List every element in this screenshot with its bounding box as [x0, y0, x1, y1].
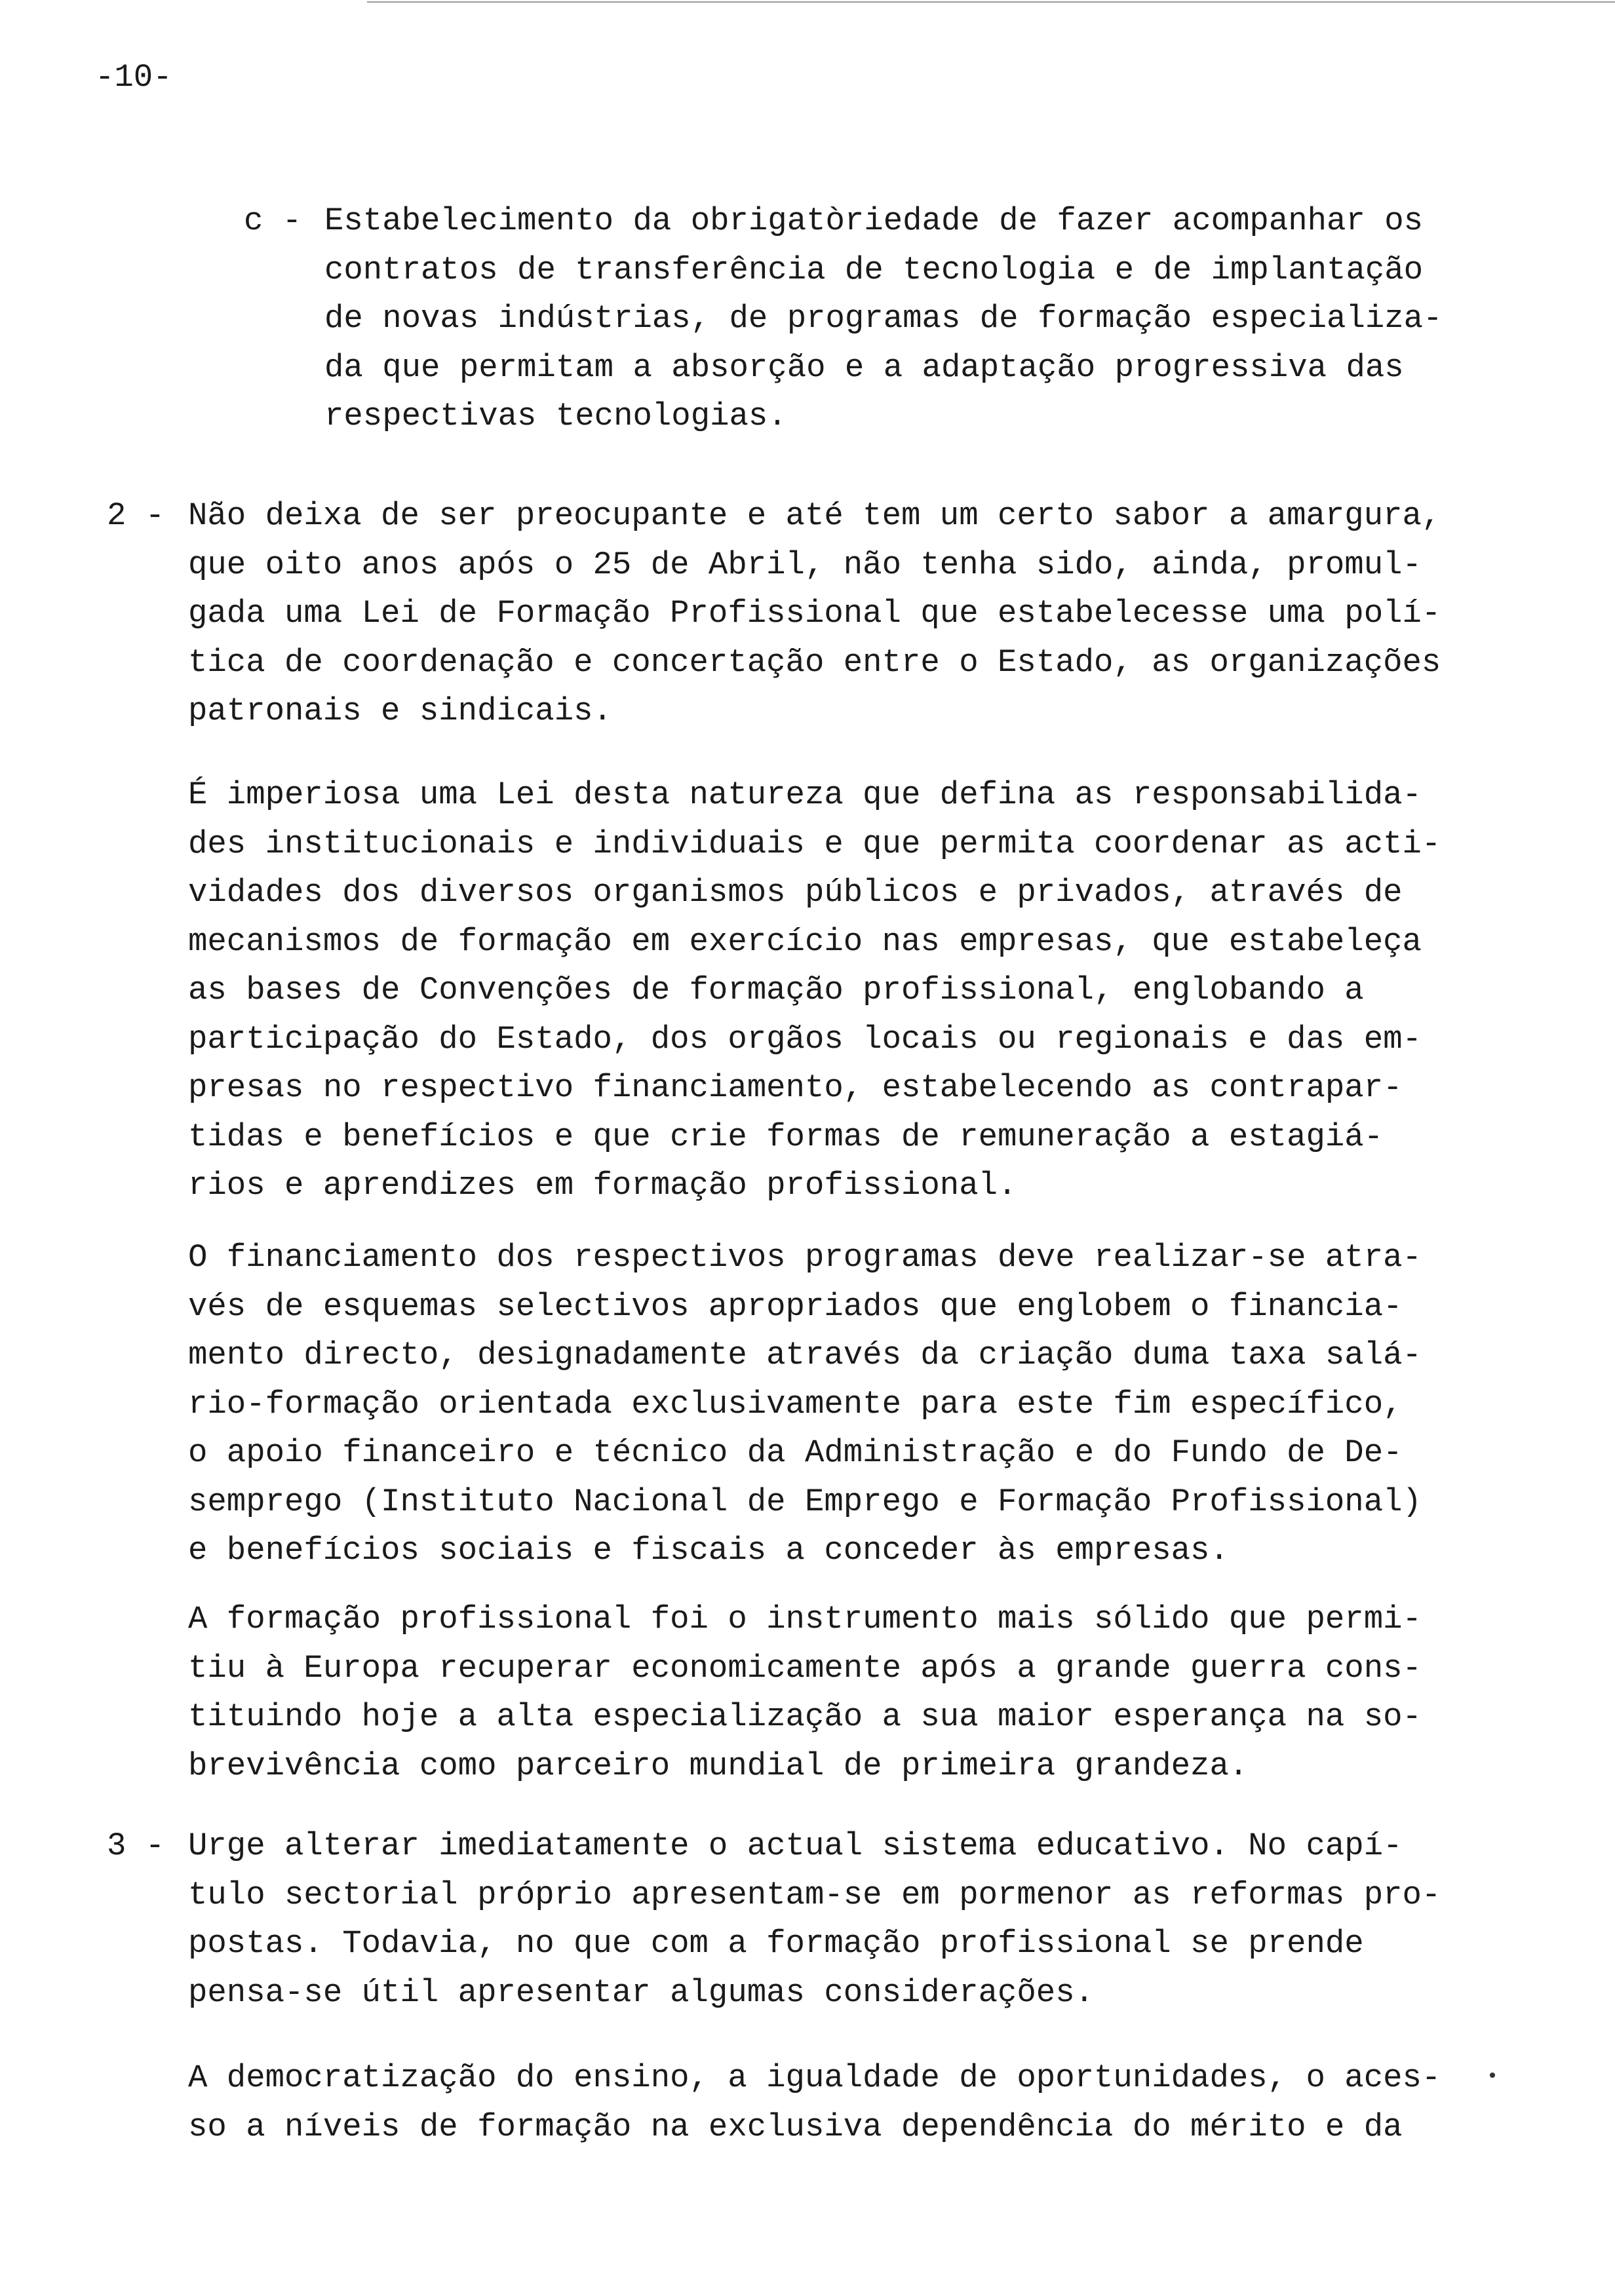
text-line: A democratização do ensino, a igualdade de oportunidades, o aces- — [188, 2059, 1441, 2096]
text-line: Não deixa de ser preocupante e até tem um certo sabor a amargura, — [188, 497, 1441, 534]
item-2-marker: 2 - — [107, 497, 165, 534]
item-2-paragraph-c — [188, 1233, 1422, 1575]
page-number: -10- — [95, 59, 172, 96]
text-line: e benefícios sociais e fiscais a conceder às empresas. — [188, 1532, 1229, 1569]
text-line: que oito anos após o 25 de Abril, não tenha sido, ainda, promul- — [188, 546, 1422, 583]
text-line: respectivas tecnologias. — [324, 398, 787, 434]
item-2-paragraph-b — [188, 771, 1441, 1210]
text-line: Urge alterar imediatamente o actual sistema educativo. No capí- — [188, 1827, 1403, 1864]
text-line: postas. Todavia, no que com a formação profissional se prende — [188, 1925, 1364, 1962]
item-c-paragraph — [324, 197, 1442, 441]
text-line: as bases de Convenções de formação profissional, englobando a — [188, 972, 1364, 1008]
text-line: A formação profissional foi o instrumento mais sólido que permi- — [188, 1601, 1422, 1637]
text-line: pensa-se útil apresentar algumas considerações. — [188, 1974, 1095, 2011]
text-line: É imperiosa uma Lei desta natureza que defina as responsabilida- — [188, 776, 1422, 813]
text-line: o apoio financeiro e técnico da Administração e do Fundo de De- — [188, 1434, 1403, 1471]
text-line: brevivência como parceiro mundial de primeira grandeza. — [188, 1747, 1249, 1784]
text-line: da que permitam a absorção e a adaptação progressiva das — [324, 349, 1404, 386]
item-c-marker: c - — [244, 202, 302, 239]
item-2-paragraph-d — [188, 1595, 1422, 1790]
text-line: presas no respectivo financiamento, estabelecendo as contrapar- — [188, 1069, 1403, 1106]
text-line: so a níveis de formação na exclusiva dependência do mérito e da — [188, 2108, 1403, 2145]
text-line: Estabelecimento da obrigatòriedade de fazer acompanhar os — [324, 202, 1424, 239]
text-line: mecanismos de formação em exercício nas empresas, que estabeleça — [188, 923, 1422, 960]
margin-mark-icon: • — [1487, 2066, 1499, 2088]
text-line: vés de esquemas selectivos apropriados que englobem o financia- — [188, 1288, 1403, 1325]
text-line: de novas indústrias, de programas de formação especializa- — [324, 300, 1443, 337]
text-line: vidades dos diversos organismos públicos e privados, através de — [188, 874, 1403, 911]
text-line: participação do Estado, dos orgãos locais ou regionais e das em- — [188, 1020, 1422, 1058]
text-line: tica de coordenação e concertação entre o Estado, as organizações — [188, 643, 1441, 681]
text-line: tiu à Europa recuperar economicamente após a grande guerra cons- — [188, 1649, 1422, 1687]
item-3-marker: 3 - — [107, 1827, 165, 1864]
text-line: tituindo hoje a alta especialização a sua maior esperança na so- — [188, 1698, 1422, 1735]
text-line: patronais e sindicais. — [188, 693, 612, 729]
item-3-paragraph — [188, 1822, 1441, 2017]
text-line: tulo sectorial próprio apresentam-se em pormenor as reformas pro- — [188, 1876, 1441, 1913]
text-line: O financiamento dos respectivos programas deve realizar-se atra- — [188, 1239, 1422, 1276]
text-line: rio-formação orientada exclusivamente para este fim específico, — [188, 1385, 1403, 1423]
page-top-rule — [367, 1, 1615, 3]
text-line: rios e aprendizes em formação profissional. — [188, 1167, 1017, 1204]
item-2-paragraph — [188, 491, 1441, 736]
text-line: semprego (Instituto Nacional de Emprego e Formação Profissional) — [188, 1483, 1422, 1520]
text-line: mento directo, designadamente através da criação duma taxa salá- — [188, 1337, 1422, 1373]
item-3-paragraph-b — [188, 2054, 1441, 2151]
text-line: gada uma Lei de Formação Profissional que estabelecesse uma polí- — [188, 595, 1441, 632]
text-line: des institucionais e individuais e que permita coordenar as acti- — [188, 825, 1441, 862]
text-line: tidas e benefícios e que crie formas de remuneração a estagiá- — [188, 1118, 1384, 1155]
text-line: contratos de transferência de tecnologia e de implantação — [324, 251, 1424, 288]
